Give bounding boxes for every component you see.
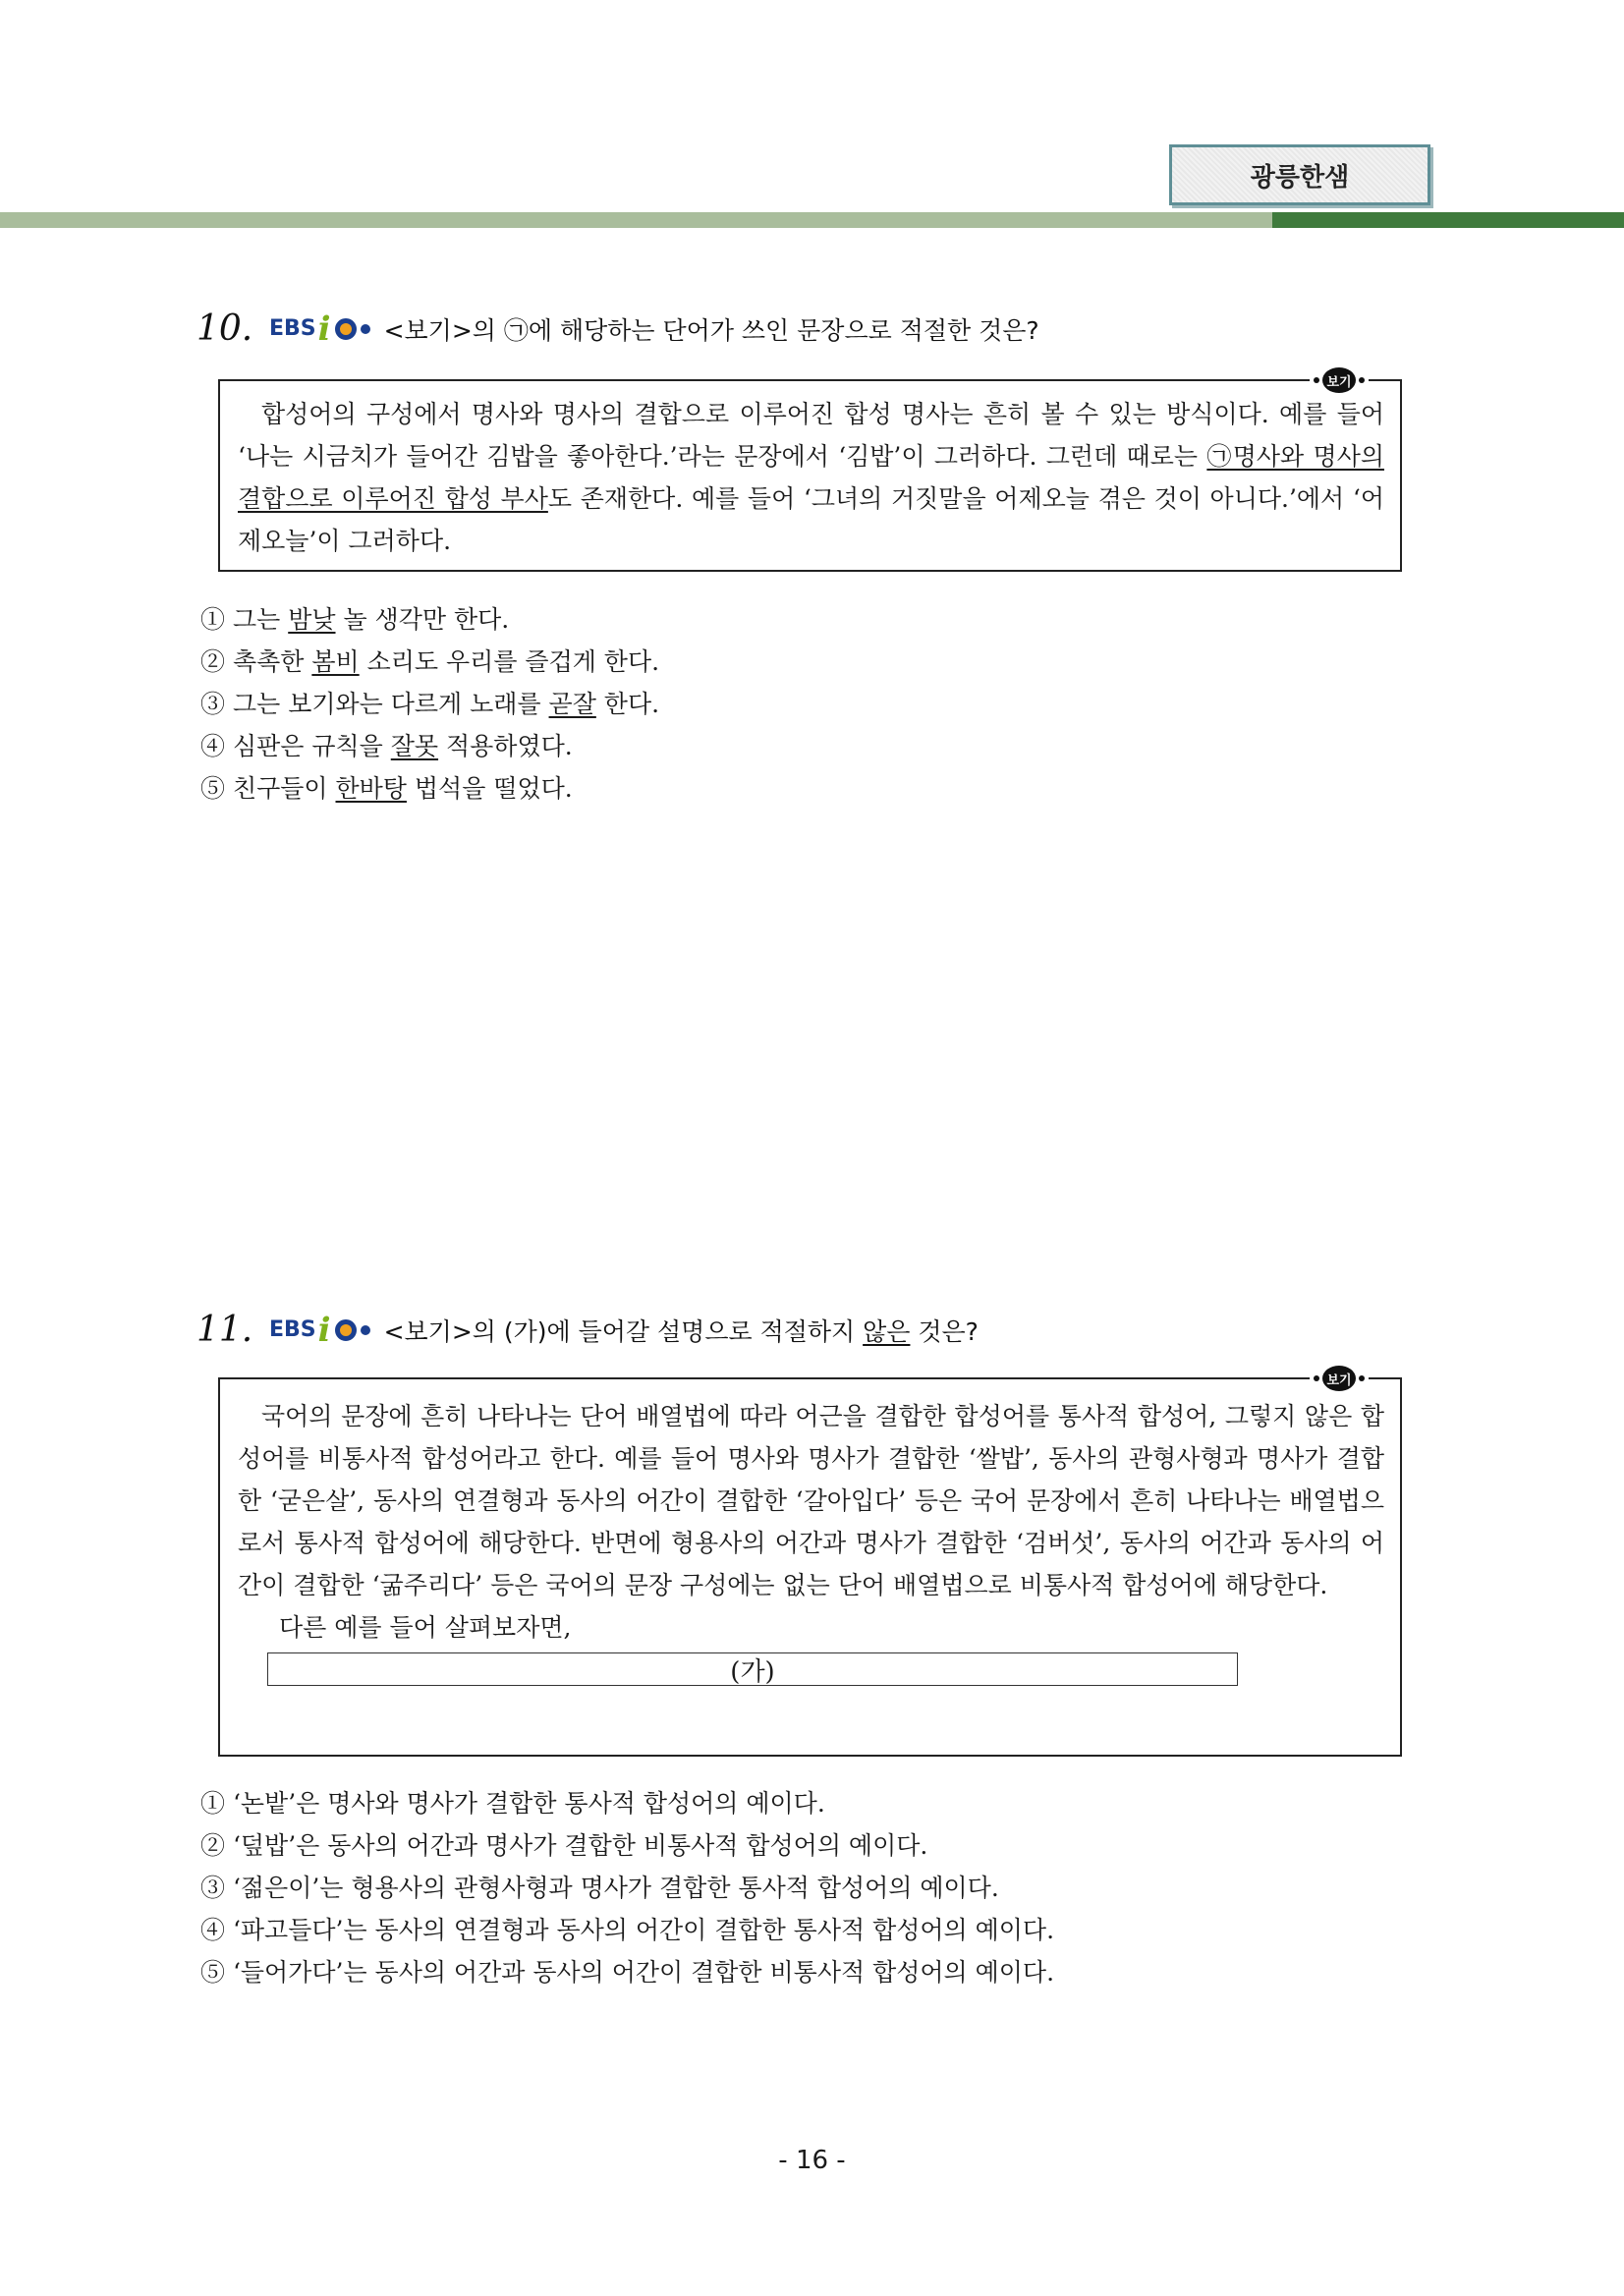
- option-5[interactable]: ⑤ ‘들어가다’는 동사의 어간과 동사의 어간이 결합한 비통사적 합성어의 예이다.: [200, 1958, 1055, 1987]
- answer-options-10: [200, 598, 659, 810]
- option-5[interactable]: ⑤ 친구들이 한바탕 법석을 떨었다.: [200, 774, 573, 803]
- bogi-box-10: [218, 374, 1402, 572]
- ebs-logo-i: i: [317, 1310, 331, 1350]
- question-prompt: <보기>의 (가)에 들어갈 설명으로 적절하지 않은 것은?: [383, 1316, 979, 1346]
- question-prompt: <보기>의 ㉠에 해당하는 단어가 쓰인 문장으로 적절한 것은?: [383, 315, 1039, 345]
- ebsi-logo-icon: [269, 309, 370, 349]
- bogi-box-11: [218, 1372, 1402, 1757]
- ebsi-logo-icon: [269, 1311, 370, 1350]
- option-2[interactable]: ② ‘덮밥’은 동사의 어간과 명사가 결합한 비통사적 합성어의 예이다.: [200, 1831, 928, 1860]
- ebs-logo-text: EBS: [269, 1317, 316, 1342]
- underlined-target: ㉠명사와 명사의 결합으로 이루어진 합성 부사: [238, 442, 1384, 513]
- option-4[interactable]: ④ ‘파고들다’는 동사의 연결형과 동사의 어간이 결합한 통사적 합성어의 예이다.: [200, 1916, 1055, 1944]
- option-1[interactable]: ① ‘논밭’은 명사와 명사가 결합한 통사적 합성어의 예이다.: [200, 1789, 825, 1818]
- header-band-light: [0, 212, 1272, 228]
- ebs-logo-text: EBS: [269, 316, 316, 341]
- question-10-title: [196, 308, 1039, 349]
- question-11-title: [196, 1310, 979, 1350]
- bogi-mark: [1310, 367, 1369, 393]
- option-4[interactable]: ④ 심판은 규칙을 잘못 적용하였다.: [200, 732, 573, 760]
- header-badge: [1169, 144, 1430, 205]
- blank-ga-label: (가): [730, 1656, 775, 1687]
- option-3[interactable]: ③ ‘젊은이’는 형용사의 관형사형과 명사가 결합한 통사적 합성어의 예이다.: [200, 1874, 999, 1902]
- option-1[interactable]: ① 그는 밤낮 놀 생각만 한다.: [200, 605, 510, 634]
- bogi-passage: 합성어의 구성에서 명사와 명사의 결합으로 이루어진 합성 명사는 흔히 볼 수 있는 방식이다. 예를 들어 ‘나는 시금치가 들어간 김밥을 좋아한다.’라는 문장에서 ‘김밥’이 그러하다. 그런데 때로는 ㉠명사와 명사의 결합으로 이루어진 합성 부사도 존재한다. 예를 들어 ‘그녀의 거짓말을 어제오늘 겪은 것이 아니다.’에서 ‘어제오늘’이 그러하다.: [238, 400, 1384, 555]
- bogi-mark-label: 보기: [1322, 367, 1356, 393]
- question-number: 11.: [196, 1310, 253, 1350]
- option-2[interactable]: ② 촉촉한 봄비 소리도 우리를 즐겁게 한다.: [200, 647, 660, 676]
- header-band-dark: [1272, 212, 1624, 228]
- header-badge-label: 광릉한샘: [1250, 162, 1350, 193]
- bogi-mark: [1310, 1366, 1369, 1391]
- blank-ga-box: [267, 1652, 1238, 1686]
- bogi-mark-label: 보기: [1322, 1366, 1356, 1391]
- bogi-passage: 국어의 문장에 흔히 나타나는 단어 배열법에 따라 어근을 결합한 합성어를 통사적 합성어, 그렇지 않은 합성어를 비통사적 합성어라고 한다. 예를 들어 명사와 명사가 결합한 ‘쌀밥’, 동사의 관형사형과 명사가 결합한 ‘굳은살’, 동사의 연결형과 동사의 어간이 결합한 ‘갈아입다’ 등은 국어 문장에서 흔히 나타나는 배열법으로서 통사적 합성어에 해당한다. 반면에 형용사의 어간과 명사가 결합한 ‘검버섯’, 동사의 어간과 동사의 어간이 결합한 ‘굶주리다’ 등은 국어의 문장 구성에는 없는 단어 배열법으로 비통사적 합성어에 해당한다.: [238, 1402, 1384, 1599]
- option-3[interactable]: ③ 그는 보기와는 다르게 노래를 곧잘 한다.: [200, 690, 660, 718]
- page-number: - 16 -: [778, 2146, 846, 2175]
- question-number: 10.: [196, 308, 253, 349]
- answer-options-11: [200, 1782, 1054, 1993]
- ebs-logo-i: i: [317, 308, 331, 349]
- bogi-passage-continuation: 다른 예를 들어 살펴보자면,: [279, 1613, 572, 1642]
